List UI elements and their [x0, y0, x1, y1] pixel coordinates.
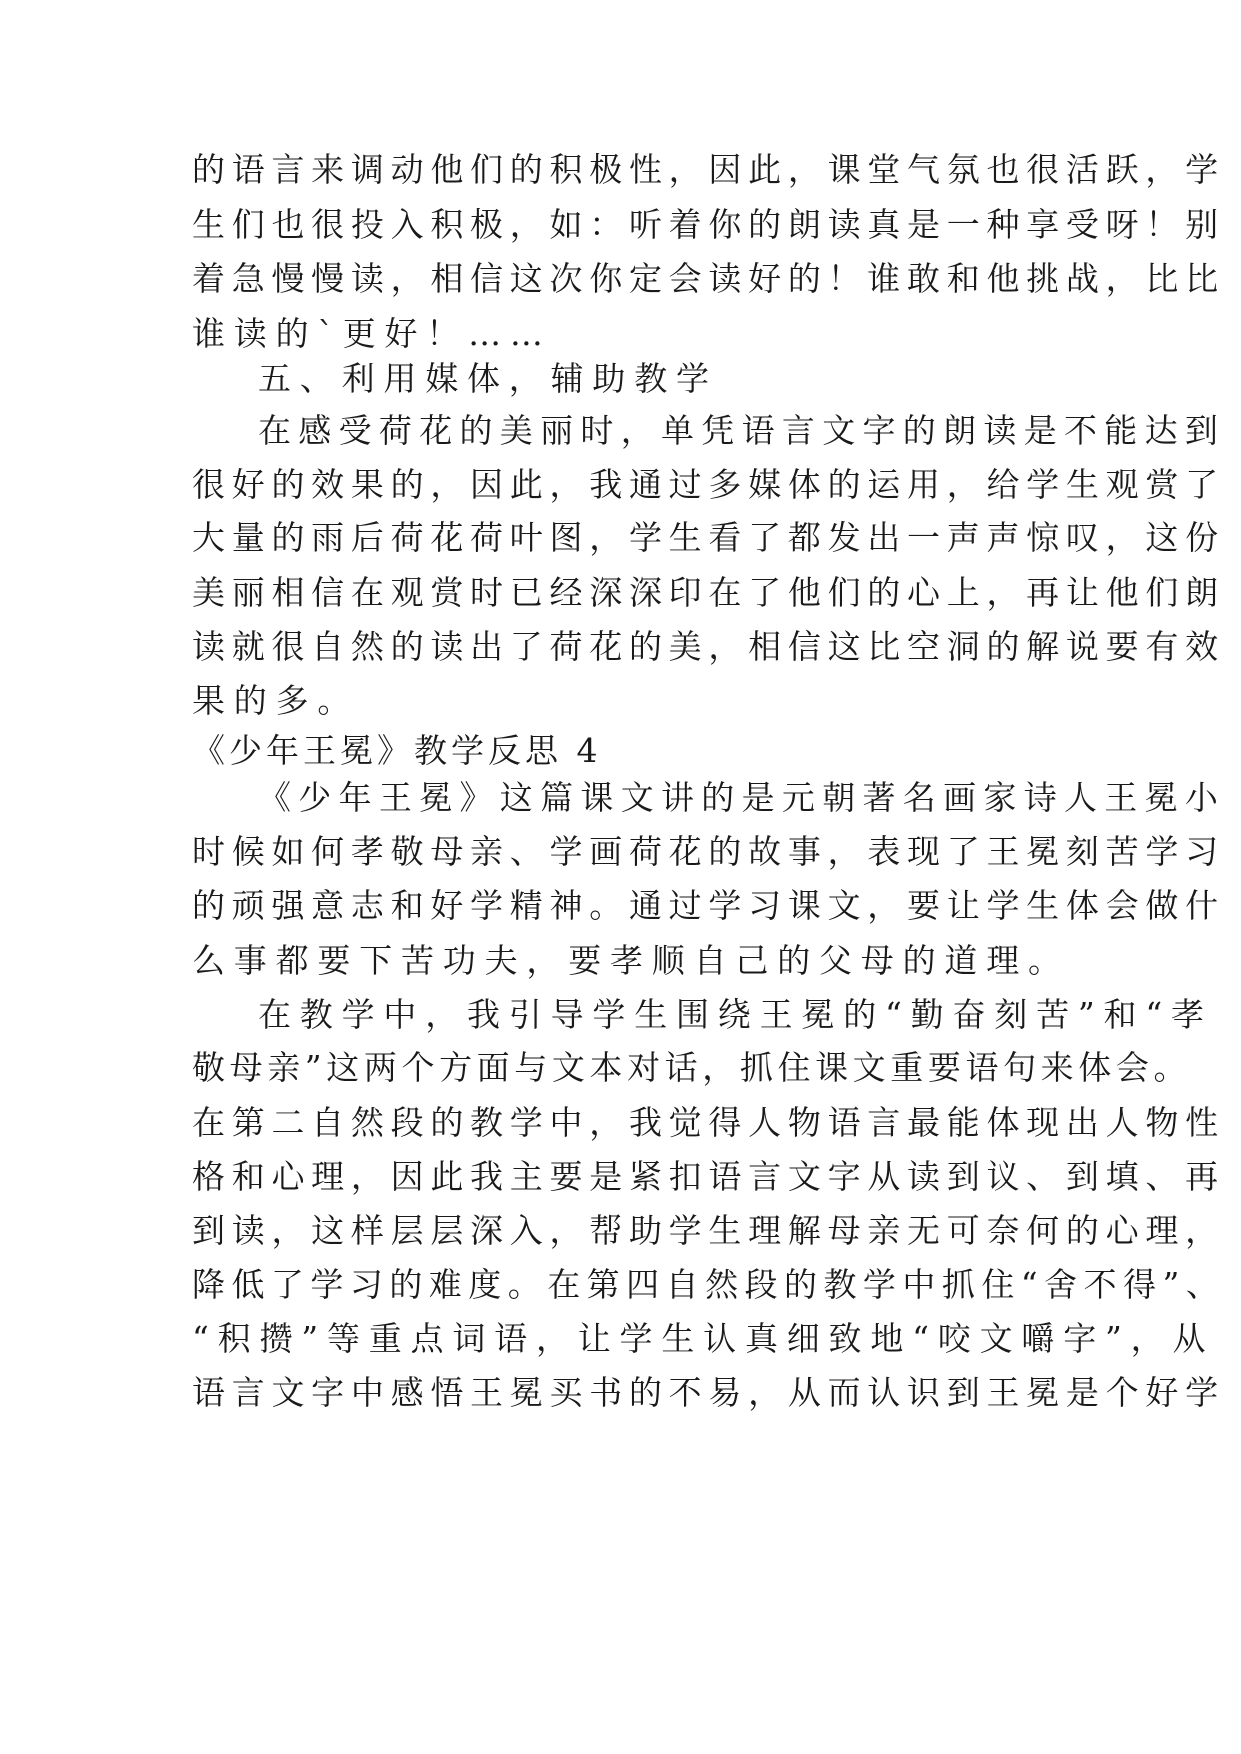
text-line-21: 到读，这样层层深入，帮助学生理解母亲无可奈何的心理，: [192, 1211, 1225, 1250]
text-line-3: 着急慢慢读，相信这次你定会读好的！谁敢和他挑战，比比: [192, 259, 1225, 298]
text-line-18: 敬母亲”这两个方面与文本对话，抓住课文重要语句来体会。: [192, 1048, 1192, 1087]
article-title: 《少年王冕》教学反思 4: [192, 731, 602, 770]
text-line-4: 谁读的`更好！……: [192, 314, 552, 353]
text-line-6: 在感受荷花的美丽时，单凭语言文字的朗读是不能达到: [258, 411, 1226, 450]
text-line-17: 在教学中，我引导学生围绕王冕的“勤奋刻苦”和“孝: [258, 995, 1213, 1034]
text-line-8: 大量的雨后荷花荷叶图，学生看了都发出一声声惊叹，这份: [192, 518, 1225, 557]
text-line-2: 生们也很投入积极，如：听着你的朗读真是一种享受呀！别: [192, 205, 1225, 244]
text-line-19: 在第二自然段的教学中，我觉得人物语言最能体现出人物性: [192, 1103, 1225, 1142]
text-line-13: 《少年王冕》这篇课文讲的是元朝著名画家诗人王冕小: [258, 778, 1226, 817]
text-line-22: 降低了学习的难度。在第四自然段的教学中抓住“舍不得”、: [192, 1265, 1226, 1304]
text-line-14: 时候如何孝敬母亲、学画荷花的故事，表现了王冕刻苦学习: [192, 832, 1225, 871]
text-line-24: 语言文字中感悟王冕买书的不易，从而认识到王冕是个好学: [192, 1373, 1225, 1412]
section-heading: 五、利用媒体，辅助教学: [258, 359, 718, 398]
text-line-23: “积攒”等重点词语，让学生认真细致地“咬文嚼字”，从: [192, 1319, 1215, 1358]
text-line-7: 很好的效果的，因此，我通过多媒体的运用，给学生观赏了: [192, 465, 1225, 504]
text-line-10: 读就很自然的读出了荷花的美，相信这比空洞的解说要有效: [192, 627, 1225, 666]
text-line-20: 格和心理，因此我主要是紧扣语言文字从读到议、到填、再: [192, 1157, 1225, 1196]
text-line-9: 美丽相信在观赏时已经深深印在了他们的心上，再让他们朗: [192, 573, 1225, 612]
text-line-16: 么事都要下苦功夫，要孝顺自己的父母的道理。: [192, 941, 1070, 980]
text-line-11: 果的多。: [192, 681, 360, 720]
text-line-15: 的顽强意志和好学精神。通过学习课文，要让学生体会做什: [192, 886, 1225, 925]
text-line-1: 的语言来调动他们的积极性，因此，课堂气氛也很活跃，学: [192, 150, 1225, 189]
